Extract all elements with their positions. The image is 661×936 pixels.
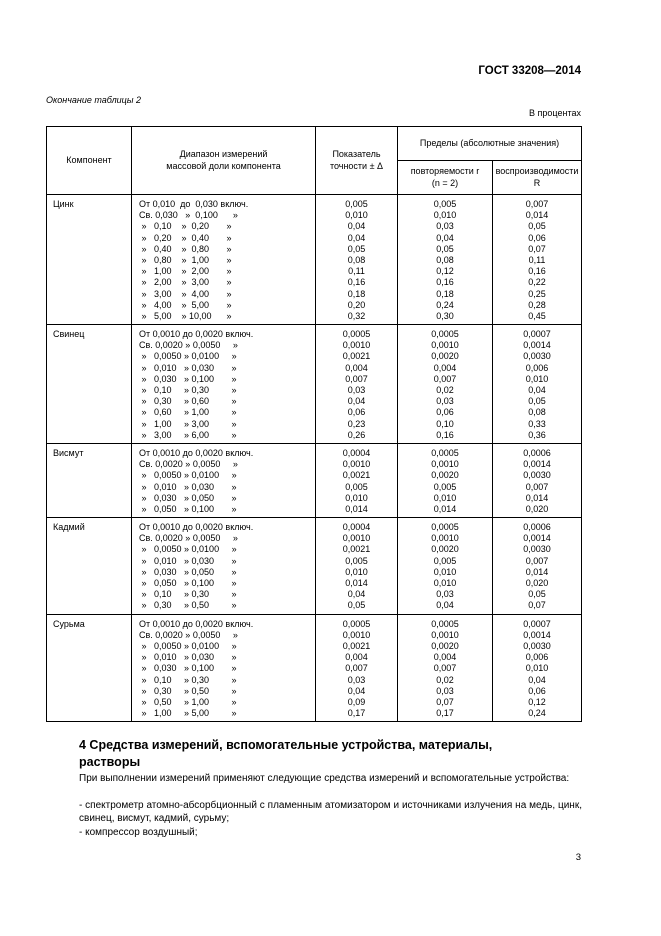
cell-accuracy-line: 0,004: [345, 652, 368, 663]
cell-range-line: » 0,10 » 0,20 »: [139, 221, 232, 232]
cell-reproducibility-line: 0,007: [525, 555, 549, 566]
cell-range-line: » 0,030 » 0,100 »: [139, 373, 237, 384]
cell-accuracy-line: 0,04: [347, 221, 366, 232]
cell-accuracy-line: 0,005: [345, 481, 368, 492]
cell-range-line: От 0,0010 до 0,0020 включ.: [139, 447, 254, 458]
cell-range-line: Св. 0,0020 » 0,0050 »: [139, 629, 238, 640]
cell-reproducibility-line: 0,0030: [523, 640, 551, 651]
cell-range-line: » 2,00 » 3,00 »: [139, 277, 232, 288]
cell-range-line: » 0,050 » 0,100 »: [139, 503, 237, 514]
cell-reproducibility-line: 0,010: [525, 373, 549, 384]
cell-reproducibility-line: 0,12: [528, 696, 546, 707]
cell-repeatability-line: 0,007: [433, 663, 457, 674]
cell-range-line: » 1,00 » 5,00 »: [139, 708, 237, 719]
cell-range-line: Св. 0,0020 » 0,0050 »: [139, 340, 238, 351]
cell-repeatability-line: 0,010: [433, 566, 457, 577]
cell-accuracy-line: 0,23: [347, 418, 366, 429]
cell-accuracy-line: 0,0021: [342, 351, 371, 362]
cell-accuracy-line: 0,16: [347, 277, 366, 288]
cell-component: Висмут: [47, 443, 132, 517]
cell-accuracy-line: 0,010: [345, 492, 368, 503]
col-header-limits: Пределы (абсолютные значения): [398, 127, 582, 161]
cell-range-line: От 0,0010 до 0,0020 включ.: [139, 522, 254, 533]
cell-range-line: » 0,60 » 1,00 »: [139, 407, 237, 418]
measurement-table: [46, 126, 582, 722]
cell-reproducibility-line: 0,0006: [523, 447, 551, 458]
cell-reproducibility-line: 0,05: [528, 589, 546, 600]
cell-repeatability-line: 0,04: [436, 232, 454, 243]
cell-reproducibility-line: 0,014: [525, 566, 549, 577]
cell-accuracy-line: 0,007: [345, 663, 368, 674]
cell-accuracy-line: 0,18: [347, 288, 366, 299]
cell-reproducibility-line: 0,36: [528, 429, 546, 440]
cell-accuracy-line: 0,014: [345, 503, 368, 514]
cell-reproducibility-line: 0,28: [528, 299, 546, 310]
cell-reproducibility-line: 0,010: [525, 663, 549, 674]
cell-range-line: » 0,0050 » 0,0100 »: [139, 470, 237, 481]
cell-range-line: » 5,00 » 10,00 »: [139, 310, 232, 321]
cell-repeatability-line: 0,007: [433, 373, 457, 384]
cell-accuracy-line: 0,010: [345, 566, 368, 577]
cell-range-line: » 0,30 » 0,60 »: [139, 396, 237, 407]
cell-repeatability-line: 0,0005: [431, 522, 459, 533]
cell-range-line: » 0,50 » 1,00 »: [139, 696, 237, 707]
cell-repeatability-line: 0,05: [436, 243, 454, 254]
cell-repeatability: [398, 195, 493, 325]
col-header-repeatability: повторяемости r (n = 2): [398, 161, 493, 195]
cell-range: [132, 195, 316, 325]
cell-repeatability-line: 0,03: [436, 396, 454, 407]
cell-repeatability-line: 0,0005: [431, 329, 459, 340]
cell-accuracy-line: 0,0021: [342, 640, 371, 651]
cell-reproducibility-line: 0,25: [528, 288, 546, 299]
cell-reproducibility: [493, 614, 582, 722]
cell-range-line: » 0,40 » 0,80 »: [139, 243, 232, 254]
cell-reproducibility-line: 0,007: [525, 481, 549, 492]
cell-reproducibility-line: 0,07: [528, 243, 546, 254]
cell-repeatability-line: 0,0005: [431, 618, 459, 629]
page-number: 3: [575, 852, 581, 863]
cell-accuracy-line: 0,0005: [342, 329, 371, 340]
cell-accuracy-line: 0,007: [345, 373, 368, 384]
cell-repeatability-line: 0,0020: [431, 351, 459, 362]
cell-accuracy-line: 0,26: [347, 429, 366, 440]
cell-repeatability-line: 0,0020: [431, 640, 459, 651]
cell-accuracy-line: 0,0021: [342, 470, 371, 481]
cell-reproducibility-line: 0,0030: [523, 351, 551, 362]
cell-accuracy-line: 0,04: [347, 589, 366, 600]
cell-repeatability-line: 0,03: [436, 221, 454, 232]
cell-repeatability-line: 0,014: [433, 503, 457, 514]
cell-repeatability-line: 0,0010: [431, 533, 459, 544]
cell-accuracy-line: 0,005: [345, 199, 368, 209]
cell-repeatability-line: 0,18: [436, 288, 454, 299]
cell-component: Кадмий: [47, 518, 132, 615]
cell-repeatability-line: 0,0020: [431, 470, 459, 481]
cell-range-line: Св. 0,0020 » 0,0050 »: [139, 533, 238, 544]
cell-accuracy: [316, 325, 398, 444]
cell-range-line: От 0,0010 до 0,0020 включ.: [139, 329, 254, 340]
cell-range: [132, 518, 316, 615]
cell-repeatability-line: 0,010: [433, 210, 457, 221]
cell-range-line: » 1,00 » 3,00 »: [139, 418, 237, 429]
cell-reproducibility-line: 0,020: [525, 578, 549, 588]
cell-accuracy: [316, 195, 398, 325]
table-row: [47, 518, 582, 615]
cell-range-line: » 0,10 » 0,30 »: [139, 385, 237, 395]
cell-repeatability: [398, 443, 493, 517]
cell-reproducibility-line: 0,007: [525, 199, 549, 209]
section-heading: 4 Средства измерений, вспомогательные устройства, материалы, растворы: [79, 738, 493, 769]
cell-reproducibility-line: 0,006: [525, 652, 549, 663]
cell-reproducibility-line: 0,0014: [523, 459, 551, 470]
cell-reproducibility-line: 0,33: [528, 418, 546, 429]
cell-repeatability-line: 0,004: [433, 362, 457, 373]
cell-accuracy-line: 0,0010: [342, 533, 371, 544]
table-row: [47, 443, 582, 517]
cell-repeatability-line: 0,0010: [431, 459, 459, 470]
cell-accuracy: [316, 614, 398, 722]
cell-accuracy: [316, 518, 398, 615]
cell-range-line: » 0,010 » 0,030 »: [139, 555, 237, 566]
cell-range-line: » 3,00 » 4,00 »: [139, 288, 232, 299]
cell-repeatability-line: 0,010: [433, 578, 457, 588]
cell-range-line: » 0,0050 » 0,0100 »: [139, 640, 237, 651]
cell-reproducibility-line: 0,05: [528, 221, 546, 232]
cell-range-line: » 0,10 » 0,30 »: [139, 589, 237, 600]
cell-repeatability-line: 0,16: [436, 429, 454, 440]
cell-range: [132, 614, 316, 722]
table-caption: Окончание таблицы 2: [46, 95, 141, 105]
cell-accuracy-line: 0,03: [347, 385, 366, 395]
cell-repeatability-line: 0,06: [436, 407, 454, 418]
col-header-reproducibility: воспроизводимости R: [493, 161, 582, 195]
cell-repeatability-line: 0,08: [436, 254, 454, 265]
cell-repeatability-line: 0,02: [436, 674, 454, 685]
cell-repeatability-line: 0,03: [436, 589, 454, 600]
cell-range-line: » 0,030 » 0,050 »: [139, 566, 237, 577]
cell-range-line: » 0,0050 » 0,0100 »: [139, 351, 237, 362]
cell-reproducibility-line: 0,0007: [523, 618, 551, 629]
cell-reproducibility-line: 0,0030: [523, 470, 551, 481]
cell-accuracy-line: 0,11: [348, 266, 365, 277]
cell-reproducibility: [493, 325, 582, 444]
standard-number: ГОСТ 33208—2014: [478, 65, 581, 77]
cell-reproducibility-line: 0,0007: [523, 329, 551, 340]
cell-repeatability-line: 0,0010: [431, 340, 459, 351]
cell-reproducibility-line: 0,06: [528, 685, 546, 696]
cell-repeatability-line: 0,30: [436, 310, 454, 321]
cell-range-line: » 0,050 » 0,100 »: [139, 578, 237, 588]
cell-accuracy-line: 0,004: [345, 362, 368, 373]
cell-reproducibility-line: 0,014: [525, 492, 549, 503]
cell-repeatability-line: 0,0010: [431, 629, 459, 640]
cell-reproducibility-line: 0,22: [528, 277, 546, 288]
cell-repeatability-line: 0,12: [436, 266, 454, 277]
cell-reproducibility-line: 0,24: [528, 708, 546, 719]
col-header-range: Диапазон измерений массовой доли компонента: [132, 127, 316, 195]
cell-repeatability-line: 0,004: [433, 652, 457, 663]
cell-repeatability-line: 0,10: [436, 418, 454, 429]
cell-reproducibility-line: 0,16: [528, 266, 546, 277]
cell-repeatability-line: 0,17: [436, 708, 454, 719]
cell-repeatability: [398, 518, 493, 615]
cell-accuracy-line: 0,0005: [342, 618, 371, 629]
cell-repeatability-line: 0,02: [436, 385, 454, 395]
cell-reproducibility-line: 0,014: [525, 210, 549, 221]
cell-range-line: » 0,010 » 0,030 »: [139, 362, 237, 373]
cell-range-line: » 4,00 » 5,00 »: [139, 299, 232, 310]
cell-repeatability-line: 0,04: [436, 600, 454, 611]
cell-reproducibility-line: 0,45: [528, 310, 546, 321]
cell-repeatability-line: 0,005: [433, 555, 457, 566]
cell-reproducibility-line: 0,0014: [523, 533, 551, 544]
cell-range-line: » 0,010 » 0,030 »: [139, 481, 237, 492]
cell-range-line: Св. 0,030 » 0,100 »: [139, 210, 238, 221]
cell-accuracy-line: 0,0010: [342, 459, 371, 470]
cell-range: [132, 443, 316, 517]
cell-accuracy-line: 0,08: [347, 254, 366, 265]
paragraph-compressor: - компрессор воздушный;: [79, 827, 198, 838]
cell-repeatability-line: 0,0005: [431, 447, 459, 458]
cell-repeatability: [398, 325, 493, 444]
cell-range-line: » 0,80 » 1,00 »: [139, 254, 232, 265]
cell-accuracy-line: 0,05: [347, 243, 366, 254]
paragraph-spectrometer: - спектрометр атомно-абсорбционный с пламенным атомизатором и источниками излучения на медь, цинк, свинец, висмут, кадмий, сурьму;: [79, 800, 582, 824]
cell-reproducibility-line: 0,06: [528, 232, 546, 243]
cell-reproducibility-line: 0,006: [525, 362, 549, 373]
cell-range-line: » 0,30 » 0,50 »: [139, 685, 237, 696]
cell-accuracy-line: 0,20: [347, 299, 366, 310]
cell-accuracy: [316, 443, 398, 517]
cell-accuracy-line: 0,04: [347, 396, 366, 407]
cell-repeatability: [398, 614, 493, 722]
cell-reproducibility-line: 0,0006: [523, 522, 551, 533]
cell-reproducibility-line: 0,04: [528, 385, 546, 395]
cell-accuracy-line: 0,09: [347, 696, 366, 707]
cell-range-line: » 0,030 » 0,100 »: [139, 663, 237, 674]
cell-range-line: Св. 0,0020 » 0,0050 »: [139, 459, 238, 470]
cell-reproducibility-line: 0,05: [528, 396, 546, 407]
cell-range-line: » 1,00 » 2,00 »: [139, 266, 232, 277]
col-header-component: Компонент: [47, 127, 132, 195]
cell-repeatability-line: 0,07: [436, 696, 454, 707]
cell-accuracy-line: 0,0021: [342, 544, 371, 555]
cell-repeatability-line: 0,010: [433, 492, 457, 503]
cell-range-line: » 0,30 » 0,50 »: [139, 600, 237, 611]
cell-range-line: От 0,010 до 0,030 включ.: [139, 199, 249, 209]
cell-repeatability-line: 0,24: [436, 299, 454, 310]
cell-reproducibility-line: 0,0014: [523, 629, 551, 640]
cell-accuracy-line: 0,005: [345, 555, 368, 566]
cell-reproducibility: [493, 518, 582, 615]
cell-repeatability-line: 0,0020: [431, 544, 459, 555]
table-row: [47, 325, 582, 444]
cell-range-line: » 3,00 » 6,00 »: [139, 429, 237, 440]
cell-reproducibility-line: 0,0030: [523, 544, 551, 555]
cell-accuracy-line: 0,0010: [342, 340, 371, 351]
cell-accuracy-line: 0,32: [347, 310, 366, 321]
table-row: [47, 195, 582, 325]
cell-reproducibility-line: 0,020: [525, 503, 549, 514]
cell-range-line: » 0,10 » 0,30 »: [139, 674, 237, 685]
cell-range-line: От 0,0010 до 0,0020 включ.: [139, 618, 254, 629]
cell-accuracy-line: 0,0010: [342, 629, 371, 640]
cell-accuracy-line: 0,03: [347, 674, 366, 685]
cell-range-line: » 0,030 » 0,050 »: [139, 492, 237, 503]
cell-range: [132, 325, 316, 444]
table-units: В процентах: [529, 108, 581, 118]
cell-repeatability-line: 0,03: [436, 685, 454, 696]
cell-accuracy-line: 0,010: [345, 210, 368, 221]
cell-accuracy-line: 0,014: [345, 578, 368, 588]
cell-accuracy-line: 0,04: [347, 685, 366, 696]
cell-accuracy-line: 0,0004: [342, 522, 371, 533]
cell-range-line: » 0,20 » 0,40 »: [139, 232, 232, 243]
cell-accuracy-line: 0,0004: [342, 447, 371, 458]
cell-reproducibility-line: 0,11: [528, 254, 546, 265]
cell-range-line: » 0,010 » 0,030 »: [139, 652, 237, 663]
col-header-accuracy: Показатель точности ± Δ: [316, 127, 398, 195]
cell-reproducibility: [493, 195, 582, 325]
cell-reproducibility-line: 0,04: [528, 674, 546, 685]
cell-accuracy-line: 0,17: [347, 708, 366, 719]
table-row: [47, 614, 582, 722]
cell-reproducibility-line: 0,08: [528, 407, 546, 418]
cell-accuracy-line: 0,05: [347, 600, 366, 611]
cell-reproducibility: [493, 443, 582, 517]
cell-repeatability-line: 0,005: [433, 481, 457, 492]
cell-accuracy-line: 0,06: [347, 407, 366, 418]
paragraph-intro: При выполнении измерений применяют следующие средства измерений и вспомогательные устройства:: [79, 773, 570, 784]
cell-range-line: » 0,0050 » 0,0100 »: [139, 544, 237, 555]
cell-reproducibility-line: 0,0014: [523, 340, 551, 351]
cell-repeatability-line: 0,16: [436, 277, 454, 288]
cell-reproducibility-line: 0,07: [528, 600, 546, 611]
cell-component: Цинк: [47, 195, 132, 325]
cell-repeatability-line: 0,005: [433, 199, 457, 209]
cell-component: Сурьма: [47, 614, 132, 722]
cell-accuracy-line: 0,04: [347, 232, 366, 243]
cell-component: Свинец: [47, 325, 132, 444]
